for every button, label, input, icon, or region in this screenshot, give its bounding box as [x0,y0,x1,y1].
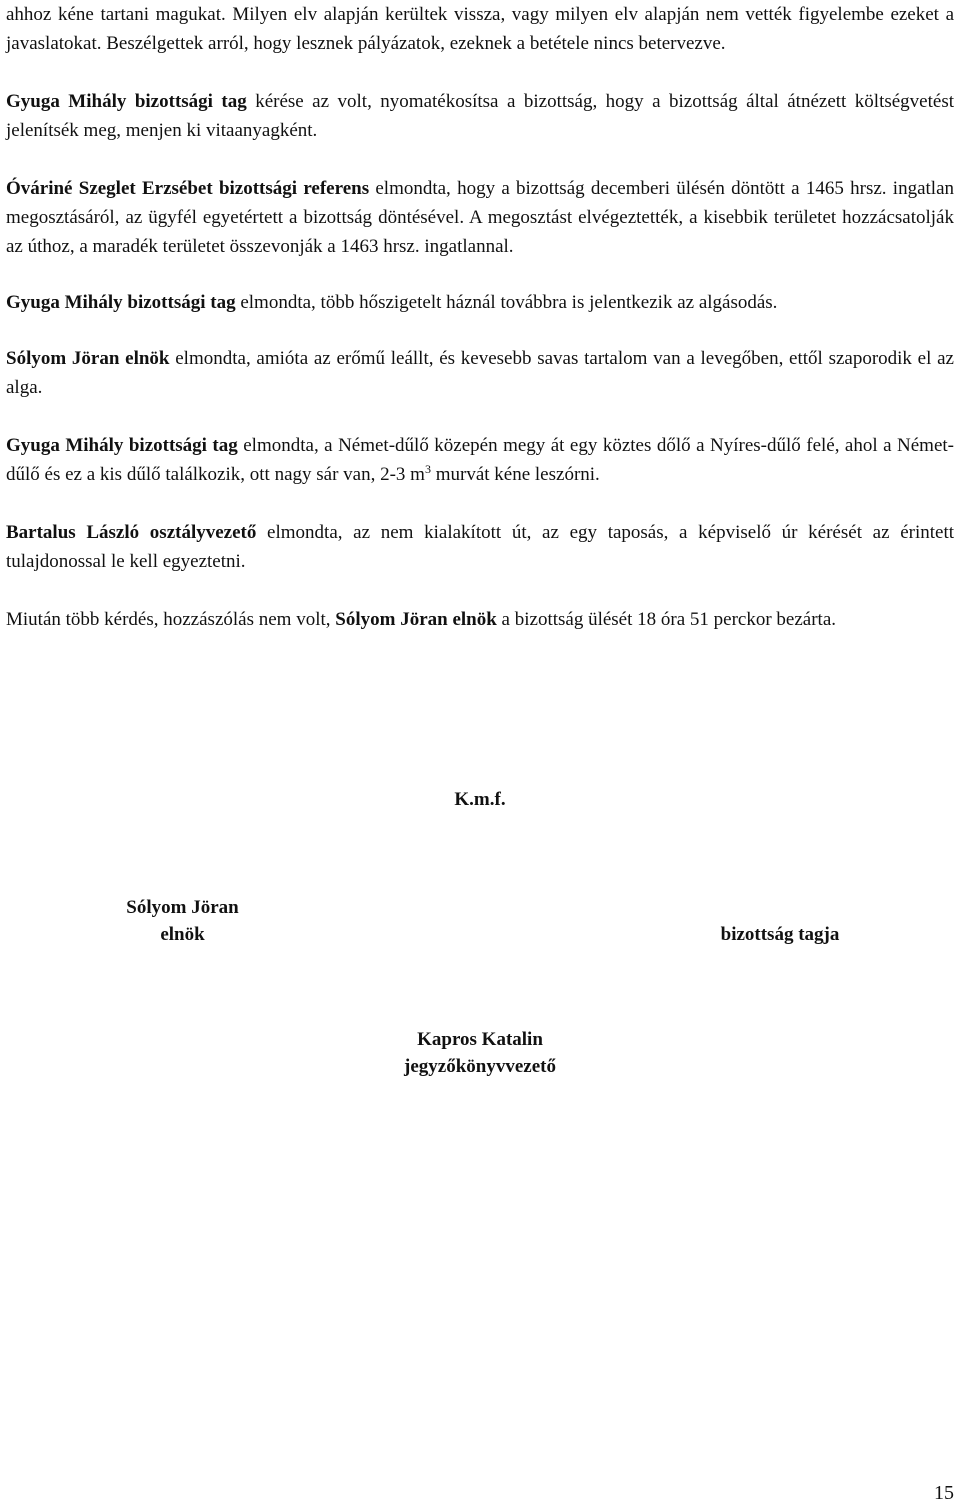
paragraph-text-after: murvát kéne leszórni. [430,464,600,485]
signature-recorder-title: jegyzőkönyvvezető [404,1056,556,1077]
paragraph-solyom-alga [6,344,954,402]
paragraph-text-before: Miután több kérdés, hozzászólás nem volt, [6,609,336,630]
paragraph-intro [6,0,954,58]
paragraph-text: ahhoz kéne tartani magukat. Milyen elv alapján kerültek vissza, vagy milyen elv alapján nem vették figyelembe ezeket a javaslatokat. Beszélgettek arról, hogy lesznek pályázatok, ezeknek a betétele nincs betervezve. [6,4,954,54]
paragraph-gyuga-dulo [6,431,954,489]
page-number: 15 [934,1482,954,1504]
paragraph-ovarine [6,174,954,261]
signature-chair-title: elnök [160,924,205,945]
signature-chair [100,894,265,948]
speaker-name: Bartalus László osztályvezető [6,522,257,543]
signature-member [700,921,860,948]
paragraph-text: elmondta, az nem kialakított út, az egy taposás, a képviselő úr kérését az érintett tulajdonossal le kell egyeztetni. [6,522,954,572]
paragraph-gyuga-request [6,87,954,145]
document-body [6,0,954,634]
signature-recorder-name: Kapros Katalin [417,1029,543,1050]
speaker-name: Sólyom Jöran elnök [335,609,497,630]
speaker-name: Óváriné Szeglet Erzsébet bizottsági referens [6,178,370,199]
paragraph-text: kérése az volt, nyomatékosítsa a bizottság, hogy a bizottság által átnézett költségvetést jelenítsék meg, menjen ki vitaanyagként. [6,91,954,141]
signature-member-title: bizottság tagja [720,924,840,945]
speaker-name: Sólyom Jöran elnök [6,348,170,369]
paragraph-gyuga-alga [6,288,954,317]
signature-recorder [370,1026,590,1080]
paragraph-text: elmondta, hogy a bizottság decemberi ülésén döntött a 1465 hrsz. ingatlan megosztásáról, az ügyfél egyetértett a bizottság döntésével. A megosztást elvégeztették, a kisebbik területet hozzácsatolják az úthoz, a maradék területet összevonják a 1463 hrsz. ingatlannal. [6,178,955,257]
kmf-heading: K.m.f. [454,789,506,810]
paragraph-closing [6,605,954,634]
signature-chair-name: Sólyom Jöran [126,897,239,918]
superscript: 3 [424,462,431,476]
paragraph-text: elmondta, több hőszigetelt háznál továbbra is jelentkezik az algásodás. [235,292,778,313]
paragraph-bartalus [6,518,954,576]
paragraph-text: elmondta, a Német-dűlő közepén megy át egy köztes dőlő a Nyíres-dűlő felé, ahol a Német-dűlő és ez a kis dűlő találkozik, ott nagy sár van, 2-3 m [6,435,954,485]
paragraph-text-after: a bizottság ülését 18 óra 51 perckor bezárta. [496,609,837,630]
speaker-name: Gyuga Mihály bizottsági tag [6,435,238,456]
paragraph-text: elmondta, amióta az erőmű leállt, és kevesebb savas tartalom van a levegőben, ettől szaporodik el az alga. [6,348,954,398]
speaker-name: Gyuga Mihály bizottsági tag [6,292,236,313]
speaker-name: Gyuga Mihály bizottsági tag [6,91,247,112]
